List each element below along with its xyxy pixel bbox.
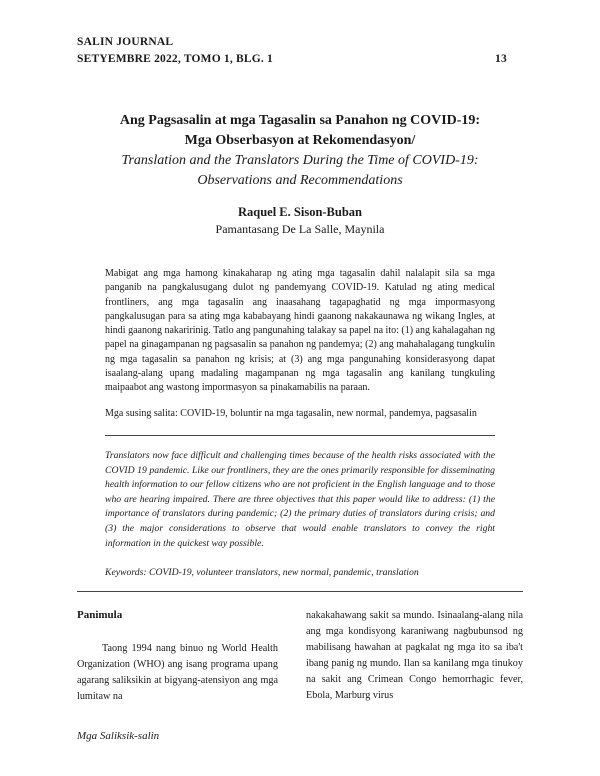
section-heading: Panimula xyxy=(77,609,123,621)
abstract-filipino: Mabigat ang mga hamong kinakaharap ng ating mga tagasalin dahil nalalapit sila sa mga panganib na pangkalusugang dulot ng pandemyang COVID-19. Katulad ng ating medical frontliners, ang mga tagasalin ang inaasahang tagapaghatid ng mga impormasyong pangkalusugan para sa ating mga kababayang hindi gaanong nakakaunawa ng wikang Ingles, at hindi gaanong nakaririnig. Tatlo ang pangunahing talakay sa papel na ito: (1) ang kahalagahan ng papel na ginagampanan ng pagsasalin sa panahon ng pandemya; (2) ang mahahalagang tungkulin ng mga tagasalin sa panahon ng krisis; at (3) ang mga pangunahing konsiderasyong dapat isaalang-alang upang madaling magampanan ng mga tagasalin ang kanilang tungkuling maipaabot ang wastong impormasyon sa pinakamabilis na paraan. xyxy=(105,268,495,394)
author-affiliation: Pamantasang De La Salle, Maynila xyxy=(215,222,385,236)
title-filipino-line2: Mga Obserbasyon at Rekomendasyon/ xyxy=(184,133,416,148)
journal-name: SALIN JOURNAL xyxy=(77,36,174,48)
issue-info: SETYEMBRE 2022, TOMO 1, BLG. 1 xyxy=(77,53,273,65)
divider-body xyxy=(77,591,523,592)
page-number: 13 xyxy=(495,53,507,65)
divider-abstracts xyxy=(105,435,495,436)
abstract-english: Translators now face difficult and challenging times because of the health risks associated with the COVID 19 pandemic. Like our frontliners, they are the ones primarily responsible for disseminating health information to our fellow citizens who are not proficient in the English language and to those who are hearing impaired. There are three objectives that this paper would like to address: (1) the importance of translators during pandemic; (2) the primary duties of translators during crisis; and (3) the major considerations to observe that would enable translators to convey the right information in the quickest way possible. xyxy=(105,450,495,549)
body-left-column: Taong 1994 nang binuo ng World Health Organization (WHO) ang isang programa upang agarang saliksikin at bigyang-atensiyon ang mga lumitaw na xyxy=(77,643,278,702)
author-name: Raquel E. Sison-Buban xyxy=(237,205,362,219)
keywords-filipino: Mga susing salita: COVID-19, boluntir na mga tagasalin, new normal, pandemya, pagsasalin xyxy=(105,408,477,419)
body-right-column: nakakahawang sakit sa mundo. Isinaalang-alang nila ang mga kondisyong karaniwang nagbubunsod ng mabilisang hawahan at pagkalat ng mga ito sa iba't ibang panig ng mundo. Ilan sa kanilang mga tinukoy na sakit ang Crimean Congo hemorrhagic fever, Ebola, Marburg virus xyxy=(306,610,523,701)
title-english-line1: Translation and the Translators During the Time of COVID-19: xyxy=(121,153,479,168)
title-english-line2: Observations and Recommendations xyxy=(197,173,403,188)
title-filipino-line1: Ang Pagsasalin at mga Tagasalin sa Panahon ng COVID-19: xyxy=(119,113,481,128)
keywords-english: Keywords: COVID-19, volunteer translators, new normal, pandemic, translation xyxy=(105,567,419,578)
footer-section-name: Mga Saliksik-salin xyxy=(77,730,160,742)
